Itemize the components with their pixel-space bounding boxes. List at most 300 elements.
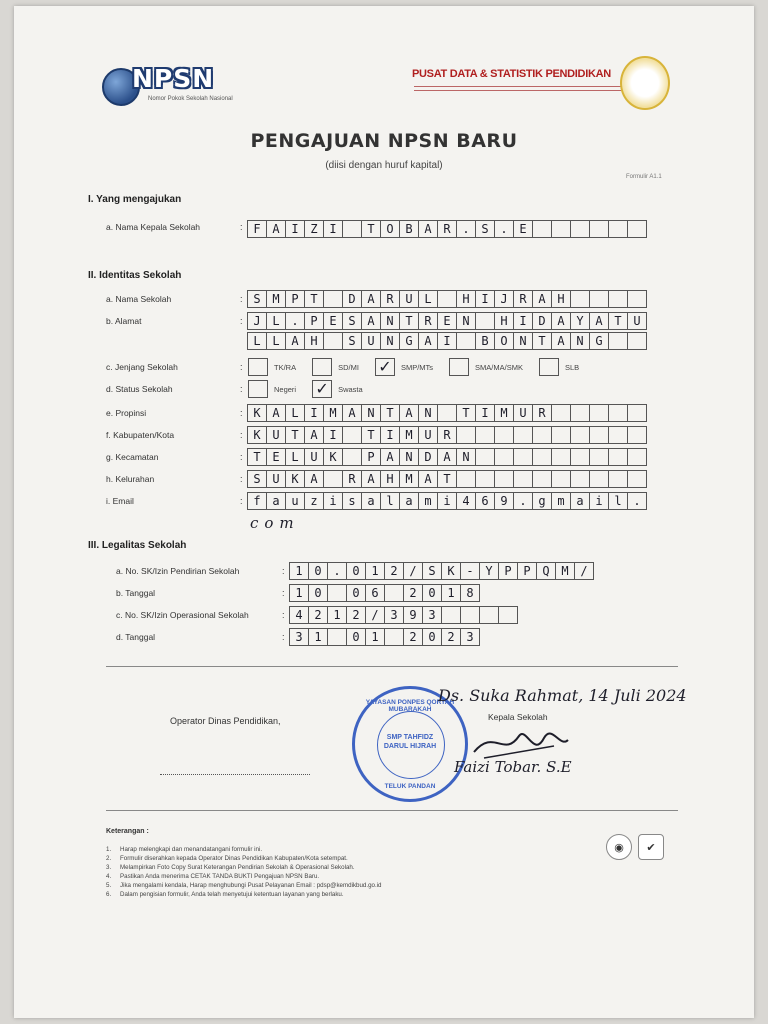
char-cell: i bbox=[437, 492, 457, 510]
char-cell bbox=[608, 290, 628, 308]
char-cell: E bbox=[513, 220, 533, 238]
form-subtitle: (diisi dengan huruf kapital) bbox=[325, 160, 443, 171]
char-cell: T bbox=[456, 404, 476, 422]
tanggal2-grid[interactable] bbox=[290, 628, 480, 646]
char-cell bbox=[532, 448, 552, 466]
char-cell: R bbox=[513, 290, 533, 308]
char-cell: s bbox=[342, 492, 362, 510]
char-cell: 4 bbox=[289, 606, 309, 624]
char-cell: U bbox=[266, 470, 286, 488]
form-title: PENGAJUAN NPSN BARU bbox=[250, 130, 518, 152]
note-item: 6. Dalam pengisian formulir, Anda telah menyetujui ketentuan layanan yang berlaku. bbox=[106, 891, 344, 898]
tanggal2-label: d. Tanggal bbox=[116, 632, 156, 642]
char-cell bbox=[532, 426, 552, 444]
char-cell bbox=[498, 606, 518, 624]
char-cell: I bbox=[437, 332, 457, 350]
agency-underline bbox=[414, 86, 630, 91]
char-cell: 2 bbox=[346, 606, 366, 624]
char-cell: A bbox=[266, 404, 286, 422]
char-cell: 2 bbox=[308, 606, 328, 624]
char-cell bbox=[437, 290, 457, 308]
char-cell bbox=[551, 448, 571, 466]
char-cell: L bbox=[266, 332, 286, 350]
char-cell bbox=[513, 426, 533, 444]
char-cell: S bbox=[475, 220, 495, 238]
char-cell bbox=[570, 404, 590, 422]
status-option[interactable] bbox=[248, 380, 296, 398]
char-cell bbox=[608, 332, 628, 350]
char-cell: 6 bbox=[475, 492, 495, 510]
form-paper: NPSN Nomor Pokok Sekolah Nasional PUSAT DATA & STATISTIK PENDIDIKAN PENGAJUAN NPSN BARU (diisi dengan huruf kapital) Formulir A1.1 I. Yang mengajukan a. Nama Kepala Sekolah : F A I Z I T O B A R . S . E II. Identitas Sekolah a. Nama Sekolah : S M P T D A R U L H I J R A H b. Alamat : J L . P E S A N T R E N H I D A Y A T U L L A H S U N G A I B O N T A N G c. Jenjang Sekolah : TK/RA SD/MI ✓ SMP/MTs SMA/MA/SMK SLB d. Status Sekolah : Negeri ✓ Swasta e. Propinsi : K A L I M A N T A N T I M U R f. Kabupaten/Kota : K U T A I T I M U R g. Kecamatan : T E L U K P A N D A N h. Kelurahan : S U K A R A H M A T i. Email : f a u z i s a l a m i 4 6 9 . g m a i l . com III. Legalitas Sekolah a. No. SK/Izin Pendirian Sekolah : 1 0 . 0 1 2 / S K - Y P P Q M / b. Tanggal : 1 0 0 6 2 0 1 8 c. No. SK/Izin Operasional Sekolah : 4 2 1 2 / 3 9 3 d. Tanggal : 3 1 0 1 2 0 2 3 Operator Dinas Pendidikan, YAYASAN PONPES QORYAH MUBARAKAH SMP TAHFIDZ DARUL HIJRAH TELUK PANDAN Ds. Suka Rahmat, 14 Juli 2024 Kepala Sekolah Faizi Tobar. S.E Keterangan : 1. Harap melengkapi dan menandatangani formulir ini. 2. Formulir diserahkan kepada Operator Dinas Pendidikan Kabupaten/Kota setempat. 3. Melampirkan Foto Copy Surat Keterangan Pendirian Sekolah & Operasional Sekolah. 4. Pastikan Anda menerima CETAK TANDA BUKTI Pengajuan NPSN Baru. 5. Jika mengalami kendala, Harap menghubungi Pusat Pelayanan Email : pdsp@kemdikbud.go.id 6. Dalam pengisian formulir, Anda telah menyetujui ketentuan layanan yang berlaku. ◉ ✔ bbox=[14, 6, 754, 1018]
char-cell: B bbox=[475, 332, 495, 350]
char-cell: 2 bbox=[403, 584, 423, 602]
note-item: 2. Formulir diserahkan kepada Operator Dinas Pendidikan Kabupaten/Kota setempat. bbox=[106, 855, 348, 862]
char-cell: 9 bbox=[494, 492, 514, 510]
status-options bbox=[248, 380, 363, 398]
char-cell: U bbox=[627, 312, 647, 330]
char-cell: Z bbox=[304, 220, 324, 238]
char-cell bbox=[475, 448, 495, 466]
char-cell: 0 bbox=[308, 584, 328, 602]
char-cell: A bbox=[532, 290, 552, 308]
char-cell bbox=[475, 312, 495, 330]
status-checkbox[interactable]: ✓ bbox=[312, 380, 332, 398]
char-cell: K bbox=[441, 562, 461, 580]
kelurahan-grid[interactable] bbox=[248, 470, 647, 488]
char-cell: U bbox=[399, 290, 419, 308]
char-cell bbox=[437, 404, 457, 422]
char-cell: L bbox=[266, 312, 286, 330]
char-cell: T bbox=[532, 332, 552, 350]
char-cell: m bbox=[551, 492, 571, 510]
stamp-outer-text: YAYASAN PONPES QORYAH MUBARAKAH bbox=[365, 699, 455, 713]
char-cell bbox=[589, 404, 609, 422]
char-cell: A bbox=[361, 470, 381, 488]
char-cell: S bbox=[247, 290, 267, 308]
jenjang-option[interactable] bbox=[248, 358, 296, 376]
propinsi-label: e. Propinsi bbox=[106, 408, 147, 418]
char-cell: E bbox=[437, 312, 457, 330]
char-cell: S bbox=[422, 562, 442, 580]
char-cell: 1 bbox=[441, 584, 461, 602]
email-grid[interactable] bbox=[248, 492, 647, 510]
char-cell bbox=[327, 628, 347, 646]
char-cell: N bbox=[513, 332, 533, 350]
char-cell: N bbox=[456, 312, 476, 330]
char-cell: 8 bbox=[460, 584, 480, 602]
char-cell: . bbox=[285, 312, 305, 330]
char-cell: E bbox=[323, 312, 343, 330]
status-label: d. Status Sekolah bbox=[106, 384, 173, 394]
char-cell: i bbox=[589, 492, 609, 510]
char-cell bbox=[475, 470, 495, 488]
section-1-heading: I. Yang mengajukan bbox=[88, 194, 182, 205]
char-cell: P bbox=[517, 562, 537, 580]
divider bbox=[106, 666, 678, 667]
char-cell: A bbox=[418, 470, 438, 488]
notes-list bbox=[106, 846, 382, 900]
char-cell: g bbox=[532, 492, 552, 510]
char-cell bbox=[627, 332, 647, 350]
char-cell: - bbox=[460, 562, 480, 580]
char-cell: a bbox=[361, 492, 381, 510]
char-cell: K bbox=[285, 470, 305, 488]
note-item: 1. Harap melengkapi dan menandatangani formulir ini. bbox=[106, 846, 263, 853]
char-cell: 2 bbox=[384, 562, 404, 580]
char-cell: N bbox=[380, 332, 400, 350]
char-cell: H bbox=[456, 290, 476, 308]
alamat-grid-line2[interactable] bbox=[248, 332, 647, 350]
char-cell: 1 bbox=[289, 562, 309, 580]
char-cell: Y bbox=[570, 312, 590, 330]
char-cell bbox=[608, 448, 628, 466]
char-cell: . bbox=[513, 492, 533, 510]
char-cell bbox=[441, 606, 461, 624]
agency-name: PUSAT DATA & STATISTIK PENDIDIKAN bbox=[412, 68, 611, 80]
kepala-grid[interactable] bbox=[248, 220, 647, 238]
char-cell bbox=[479, 606, 499, 624]
char-cell bbox=[627, 404, 647, 422]
char-cell: G bbox=[399, 332, 419, 350]
char-cell: S bbox=[342, 332, 362, 350]
char-cell: T bbox=[608, 312, 628, 330]
char-cell: H bbox=[494, 312, 514, 330]
char-cell: D bbox=[418, 448, 438, 466]
char-cell: P bbox=[285, 290, 305, 308]
jenjang-options bbox=[248, 358, 579, 376]
char-cell: 1 bbox=[327, 606, 347, 624]
jenjang-option-label: SLB bbox=[564, 362, 580, 372]
char-cell: M bbox=[399, 426, 419, 444]
char-cell bbox=[323, 332, 343, 350]
char-cell: 3 bbox=[384, 606, 404, 624]
char-cell: P bbox=[361, 448, 381, 466]
char-cell: U bbox=[266, 426, 286, 444]
char-cell: D bbox=[532, 312, 552, 330]
char-cell bbox=[384, 584, 404, 602]
char-cell: A bbox=[418, 332, 438, 350]
char-cell bbox=[608, 220, 628, 238]
quality-badge-icon: ✔ bbox=[638, 834, 664, 860]
char-cell: O bbox=[494, 332, 514, 350]
jenjang-option-label: SD/MI bbox=[338, 362, 359, 372]
note-item: 5. Jika mengalami kendala, Harap menghubungi Pusat Pelayanan Email : pdsp@kemdikbud.go.id bbox=[106, 882, 382, 889]
char-cell: 3 bbox=[289, 628, 309, 646]
char-cell bbox=[342, 220, 362, 238]
jenjang-option[interactable] bbox=[449, 358, 523, 376]
char-cell: l bbox=[380, 492, 400, 510]
status-option[interactable] bbox=[312, 380, 363, 398]
jenjang-option[interactable] bbox=[539, 358, 579, 376]
char-cell: 6 bbox=[365, 584, 385, 602]
kecamatan-label: g. Kecamatan bbox=[106, 452, 159, 462]
char-cell: R bbox=[418, 312, 438, 330]
kepala-sekolah-label: Kepala Sekolah bbox=[488, 712, 548, 722]
char-cell: 0 bbox=[346, 628, 366, 646]
char-cell: A bbox=[437, 448, 457, 466]
char-cell: H bbox=[304, 332, 324, 350]
status-option-label: Negeri bbox=[274, 384, 297, 394]
char-cell: A bbox=[380, 448, 400, 466]
char-cell: P bbox=[304, 312, 324, 330]
char-cell: A bbox=[418, 220, 438, 238]
char-cell: R bbox=[532, 404, 552, 422]
char-cell bbox=[608, 404, 628, 422]
char-cell bbox=[570, 448, 590, 466]
nama-sekolah-label: a. Nama Sekolah bbox=[106, 294, 172, 304]
char-cell: U bbox=[513, 404, 533, 422]
kabupaten-label: f. Kabupaten/Kota bbox=[106, 430, 175, 440]
char-cell: . bbox=[627, 492, 647, 510]
char-cell: A bbox=[342, 404, 362, 422]
char-cell: L bbox=[285, 404, 305, 422]
char-cell: T bbox=[399, 312, 419, 330]
char-cell: R bbox=[437, 220, 457, 238]
char-cell bbox=[551, 404, 571, 422]
tut-wuri-handayani-emblem bbox=[620, 56, 670, 110]
npsn-logo bbox=[102, 62, 242, 112]
char-cell: O bbox=[380, 220, 400, 238]
char-cell: I bbox=[475, 290, 495, 308]
char-cell bbox=[589, 470, 609, 488]
char-cell: 1 bbox=[308, 628, 328, 646]
char-cell: T bbox=[437, 470, 457, 488]
char-cell: / bbox=[574, 562, 594, 580]
char-cell: R bbox=[437, 426, 457, 444]
char-cell: N bbox=[399, 448, 419, 466]
char-cell: 9 bbox=[403, 606, 423, 624]
char-cell bbox=[608, 426, 628, 444]
kepala-name: Faizi Tobar. S.E bbox=[454, 758, 572, 776]
char-cell: H bbox=[380, 470, 400, 488]
char-cell bbox=[589, 220, 609, 238]
jenjang-option-label: SMP/MTs bbox=[400, 362, 434, 372]
char-cell: 3 bbox=[460, 628, 480, 646]
place-date: Ds. Suka Rahmat, 14 Juli 2024 bbox=[438, 686, 687, 705]
char-cell: l bbox=[608, 492, 628, 510]
jenjang-checkbox[interactable]: ✓ bbox=[375, 358, 395, 376]
char-cell: f bbox=[247, 492, 267, 510]
char-cell: T bbox=[361, 220, 381, 238]
section-2-heading: II. Identitas Sekolah bbox=[88, 270, 182, 281]
char-cell: / bbox=[403, 562, 423, 580]
char-cell bbox=[551, 220, 571, 238]
char-cell: A bbox=[361, 290, 381, 308]
section-3-heading: III. Legalitas Sekolah bbox=[88, 540, 187, 551]
alamat-grid-line1[interactable] bbox=[248, 312, 647, 330]
char-cell: L bbox=[285, 448, 305, 466]
jenjang-checkbox[interactable] bbox=[312, 358, 332, 376]
divider-bottom bbox=[106, 810, 678, 811]
char-cell: G bbox=[589, 332, 609, 350]
char-cell bbox=[456, 426, 476, 444]
char-cell bbox=[327, 584, 347, 602]
logo-text: NPSN bbox=[132, 64, 215, 93]
char-cell: A bbox=[589, 312, 609, 330]
char-cell: N bbox=[570, 332, 590, 350]
operator-label: Operator Dinas Pendidikan, bbox=[170, 716, 281, 726]
char-cell: A bbox=[266, 220, 286, 238]
char-cell bbox=[608, 470, 628, 488]
jenjang-checkbox[interactable] bbox=[539, 358, 559, 376]
propinsi-grid[interactable] bbox=[248, 404, 647, 422]
char-cell: 2 bbox=[403, 628, 423, 646]
char-cell: M bbox=[323, 404, 343, 422]
kepala-label: a. Nama Kepala Sekolah bbox=[106, 222, 201, 232]
char-cell bbox=[532, 220, 552, 238]
sk-operasional-grid[interactable] bbox=[290, 606, 518, 624]
char-cell: i bbox=[323, 492, 343, 510]
char-cell: A bbox=[399, 404, 419, 422]
char-cell bbox=[589, 448, 609, 466]
char-cell: R bbox=[380, 290, 400, 308]
char-cell: A bbox=[551, 312, 571, 330]
char-cell bbox=[342, 426, 362, 444]
char-cell: 1 bbox=[289, 584, 309, 602]
char-cell: S bbox=[247, 470, 267, 488]
char-cell: M bbox=[494, 404, 514, 422]
char-cell: 2 bbox=[441, 628, 461, 646]
char-cell bbox=[323, 290, 343, 308]
char-cell bbox=[456, 470, 476, 488]
char-cell: 1 bbox=[365, 628, 385, 646]
char-cell: 4 bbox=[456, 492, 476, 510]
char-cell: I bbox=[323, 426, 343, 444]
sk-pendirian-label: a. No. SK/Izin Pendirian Sekolah bbox=[116, 566, 240, 576]
char-cell: K bbox=[247, 426, 267, 444]
char-cell bbox=[627, 448, 647, 466]
char-cell: . bbox=[494, 220, 514, 238]
certification-badge-icon: ◉ bbox=[606, 834, 632, 860]
char-cell: K bbox=[247, 404, 267, 422]
char-cell: Y bbox=[479, 562, 499, 580]
nama-sekolah-grid[interactable] bbox=[248, 290, 647, 308]
char-cell bbox=[627, 290, 647, 308]
sk-pendirian-grid[interactable] bbox=[290, 562, 594, 580]
char-cell: 3 bbox=[422, 606, 442, 624]
jenjang-option-label: SMA/MA/SMK bbox=[475, 362, 523, 372]
stamp-inner-text: SMP TAHFIDZ DARUL HIJRAH bbox=[383, 734, 437, 750]
char-cell: L bbox=[418, 290, 438, 308]
char-cell: L bbox=[247, 332, 267, 350]
char-cell bbox=[570, 426, 590, 444]
char-cell: S bbox=[342, 312, 362, 330]
char-cell: T bbox=[285, 426, 305, 444]
jenjang-label: c. Jenjang Sekolah bbox=[106, 362, 178, 372]
char-cell bbox=[323, 470, 343, 488]
char-cell: H bbox=[551, 290, 571, 308]
jenjang-checkbox[interactable] bbox=[248, 358, 268, 376]
char-cell: U bbox=[304, 448, 324, 466]
char-cell bbox=[494, 426, 514, 444]
char-cell bbox=[551, 426, 571, 444]
form-number: Formulir A1.1 bbox=[626, 174, 662, 180]
char-cell bbox=[513, 448, 533, 466]
footer-badges bbox=[606, 834, 664, 860]
sk-operasional-label: c. No. SK/Izin Operasional Sekolah bbox=[116, 610, 249, 620]
email-label: i. Email bbox=[106, 496, 134, 506]
char-cell: a bbox=[399, 492, 419, 510]
jenjang-option[interactable] bbox=[312, 358, 359, 376]
char-cell bbox=[627, 470, 647, 488]
char-cell: T bbox=[361, 426, 381, 444]
kecamatan-grid[interactable] bbox=[248, 448, 647, 466]
char-cell bbox=[551, 470, 571, 488]
char-cell bbox=[627, 220, 647, 238]
char-cell bbox=[384, 628, 404, 646]
char-cell: 0 bbox=[346, 562, 366, 580]
jenjang-option-label: TK/RA bbox=[274, 362, 297, 372]
alamat-label: b. Alamat bbox=[106, 316, 142, 326]
char-cell bbox=[627, 426, 647, 444]
email-overflow-text: com bbox=[250, 514, 300, 532]
char-cell: A bbox=[304, 470, 324, 488]
status-checkbox[interactable] bbox=[248, 380, 268, 398]
char-cell: . bbox=[456, 220, 476, 238]
char-cell bbox=[494, 470, 514, 488]
char-cell: 1 bbox=[365, 562, 385, 580]
char-cell: T bbox=[380, 404, 400, 422]
char-cell: N bbox=[418, 404, 438, 422]
char-cell: P bbox=[498, 562, 518, 580]
char-cell: / bbox=[365, 606, 385, 624]
char-cell: E bbox=[266, 448, 286, 466]
char-cell: D bbox=[342, 290, 362, 308]
jenjang-checkbox[interactable] bbox=[449, 358, 469, 376]
tanggal1-grid[interactable] bbox=[290, 584, 480, 602]
char-cell: U bbox=[418, 426, 438, 444]
operator-signature-line bbox=[160, 774, 310, 775]
char-cell: T bbox=[304, 290, 324, 308]
char-cell bbox=[570, 220, 590, 238]
char-cell: J bbox=[247, 312, 267, 330]
char-cell: I bbox=[304, 404, 324, 422]
char-cell: I bbox=[323, 220, 343, 238]
notes-title: Keterangan : bbox=[106, 828, 149, 835]
char-cell bbox=[589, 290, 609, 308]
char-cell bbox=[475, 426, 495, 444]
stamp-bottom-text: TELUK PANDAN bbox=[384, 783, 436, 790]
char-cell bbox=[513, 470, 533, 488]
char-cell: N bbox=[456, 448, 476, 466]
char-cell: I bbox=[513, 312, 533, 330]
char-cell: . bbox=[327, 562, 347, 580]
char-cell: z bbox=[304, 492, 324, 510]
char-cell: M bbox=[266, 290, 286, 308]
char-cell: M bbox=[399, 470, 419, 488]
char-cell: F bbox=[247, 220, 267, 238]
kabupaten-grid[interactable] bbox=[248, 426, 647, 444]
jenjang-option[interactable] bbox=[375, 358, 433, 376]
char-cell: m bbox=[418, 492, 438, 510]
note-item: 4. Pastikan Anda menerima CETAK TANDA BUKTI Pengajuan NPSN Baru. bbox=[106, 873, 320, 880]
char-cell: B bbox=[399, 220, 419, 238]
char-cell bbox=[570, 290, 590, 308]
note-item: 3. Melampirkan Foto Copy Surat Keterangan Pendirian Sekolah & Operasional Sekolah. bbox=[106, 864, 355, 871]
char-cell: U bbox=[361, 332, 381, 350]
char-cell: A bbox=[551, 332, 571, 350]
char-cell: 0 bbox=[308, 562, 328, 580]
char-cell bbox=[494, 448, 514, 466]
char-cell: A bbox=[361, 312, 381, 330]
char-cell: a bbox=[570, 492, 590, 510]
char-cell: R bbox=[342, 470, 362, 488]
char-cell: M bbox=[555, 562, 575, 580]
char-cell bbox=[532, 470, 552, 488]
char-cell: I bbox=[380, 426, 400, 444]
char-cell bbox=[456, 332, 476, 350]
char-cell: Q bbox=[536, 562, 556, 580]
